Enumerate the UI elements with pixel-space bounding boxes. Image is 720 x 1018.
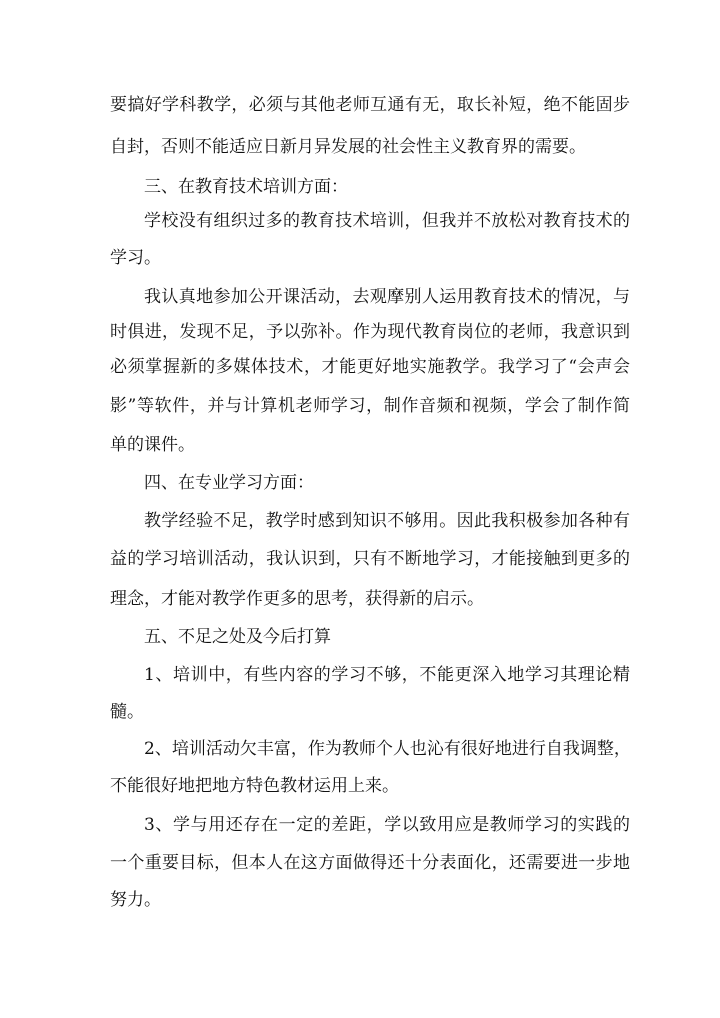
paragraph-line: 要搞好学科教学，必须与其他老师互通有无，取长补短，绝不能固步: [110, 95, 630, 115]
paragraph-line: 髓。: [110, 702, 144, 722]
paragraph-line: 影”等软件，并与计算机老师学习，制作音频和视频，学会了制作简: [110, 396, 630, 416]
paragraph-line: 一个重要目标，但本人在这方面做得还十分表面化，还需要进一步地: [110, 853, 630, 873]
paragraph-line: 学校没有组织过多的教育技术培训，但我并不放松对教育技术的: [144, 211, 630, 231]
paragraph-line: 益的学习培训活动，我认识到，只有不断地学习，才能接触到更多的: [110, 549, 630, 569]
paragraph-line: 学习。: [110, 248, 161, 268]
paragraph-line: 2、培训活动欠丰富，作为教师个人也沁有很好地进行自我调整，: [144, 739, 631, 759]
paragraph-line: 必须掌握新的多媒体技术，才能更好地实施教学。我学习了“会声会: [110, 357, 630, 377]
section-heading: 四、在专业学习方面：: [144, 473, 314, 493]
section-heading: 三、在教育技术培训方面：: [144, 177, 348, 197]
paragraph-line: 时俱进，发现不足，予以弥补。作为现代教育岗位的老师，我意识到: [110, 322, 630, 342]
paragraph-line: 理念，才能对教学作更多的思考，获得新的启示。: [110, 589, 484, 609]
paragraph-line: 我认真地参加公开课活动，去观摩别人运用教育技术的情况，与: [144, 287, 630, 307]
paragraph-line: 3、学与用还存在一定的差距，学以致用应是教师学习的实践的: [144, 815, 630, 835]
section-heading: 五、不足之处及今后打算: [144, 627, 331, 647]
paragraph-line: 不能很好地把地方特色教材运用上来。: [110, 776, 399, 796]
paragraph-line: 教学经验不足，教学时感到知识不够用。因此我积极参加各种有: [144, 511, 630, 531]
paragraph-line: 努力。: [110, 890, 161, 910]
paragraph-line: 自封，否则不能适应日新月异发展的社会性主义教育界的需要。: [110, 137, 586, 157]
paragraph-line: 1、培训中，有些内容的学习不够，不能更深入地学习其理论精: [144, 665, 630, 685]
paragraph-line: 单的课件。: [110, 435, 195, 455]
